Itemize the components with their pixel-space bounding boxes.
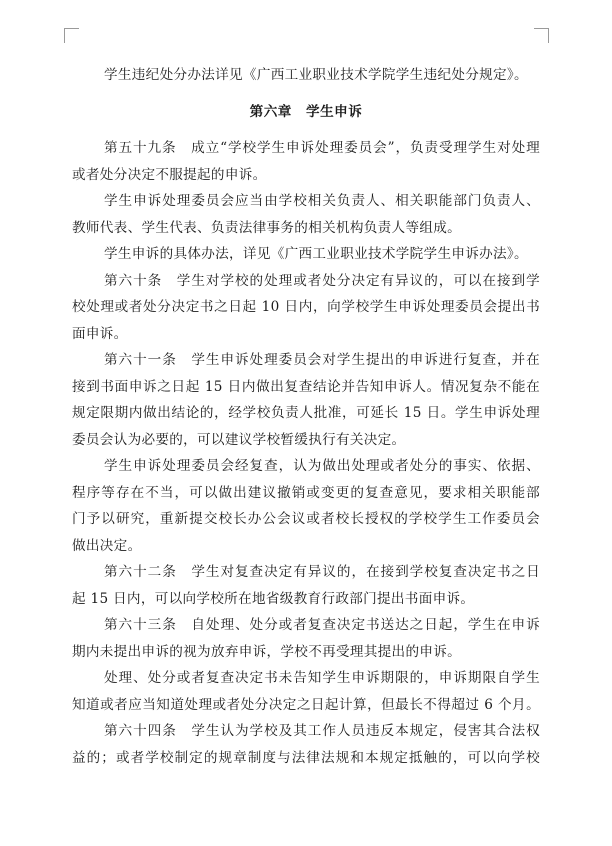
chapter-title: 第六章 学生申诉 [249, 103, 363, 120]
paragraph-line: 第六十条 学生对学校的处理或者处分决定有异议的，可以在接到学 [104, 272, 540, 289]
paragraph-line: 规定限期内做出结论的，经学校负责人批准，可延长 15 日。学生申诉处理 [72, 405, 540, 421]
paragraph-line: 接到书面申诉之日起 15 日内做出复查结论并告知申诉人。情况复杂不能在 [72, 378, 540, 395]
paragraph-line: 处理、处分或者复查决定书未告知学生申诉期限的，申诉期限自学生 [104, 670, 540, 686]
paragraph-line: 知道或者应当知道处理或者处分决定之日起计算，但最长不得超过 6 个月。 [72, 696, 540, 713]
paragraph-line: 期内未提出申诉的视为放弃申诉，学校不再受理其提出的申诉。 [72, 643, 462, 660]
paragraph-line: 学生申诉的具体办法，详见《广西工业职业技术学院学生申诉办法》。 [104, 246, 528, 262]
paragraph-line: 校处理或者处分决定书之日起 10 日内，向学校学生申诉处理委员会提出书 [72, 299, 540, 315]
paragraph-line: 委员会认为必要的，可以建议学校暂缓执行有关决定。 [72, 431, 406, 448]
paragraph-line: 教师代表、学生代表、负责法律事务的相关机构负责人等组成。 [72, 219, 462, 236]
crop-mark-top-right [534, 28, 549, 43]
paragraph-line: 益的；或者学校制定的规章制度与法律法规和本规定抵触的，可以向学校 [72, 749, 540, 766]
paragraph-line: 起 15 日内，可以向学校所在地省级教育行政部门提出书面申诉。 [72, 590, 475, 607]
paragraph-line: 第六十三条 自处理、处分或者复查决定书送达之日起，学生在申诉 [104, 617, 540, 633]
paragraph-line: 学生申诉处理委员会经复查，认为做出处理或者处分的事实、依据、 [104, 458, 540, 474]
paragraph-line: 第六十二条 学生对复查决定有异议的，在接到学校复查决定书之日 [104, 564, 540, 580]
crop-mark-top-left [64, 28, 79, 43]
paragraph-line: 第六十一条 学生申诉处理委员会对学生提出的申诉进行复查，并在 [104, 352, 540, 368]
paragraph-line: 学生违纪处分办法详见《广西工业职业技术学院学生违纪处分规定》。 [104, 67, 528, 83]
paragraph-line: 做出决定。 [72, 537, 142, 554]
paragraph-line: 第五十九条 成立“学校学生申诉处理委员会”，负责受理学生对处理 [104, 140, 540, 156]
paragraph-line: 第六十四条 学生认为学校及其工作人员违反本规定，侵害其合法权 [104, 723, 540, 739]
paragraph-line: 面申诉。 [72, 325, 128, 342]
paragraph-line: 门予以研究，重新提交校长办公会议或者校长授权的学校学生工作委员会 [72, 511, 540, 527]
paragraph-line: 学生申诉处理委员会应当由学校相关负责人、相关职能部门负责人、 [104, 193, 540, 209]
document-body [72, 62, 540, 771]
paragraph-line: 或者处分决定不服提起的申诉。 [72, 166, 267, 183]
paragraph-line: 程序等存在不当，可以做出建议撤销或变更的复查意见，要求相关职能部 [72, 484, 540, 501]
